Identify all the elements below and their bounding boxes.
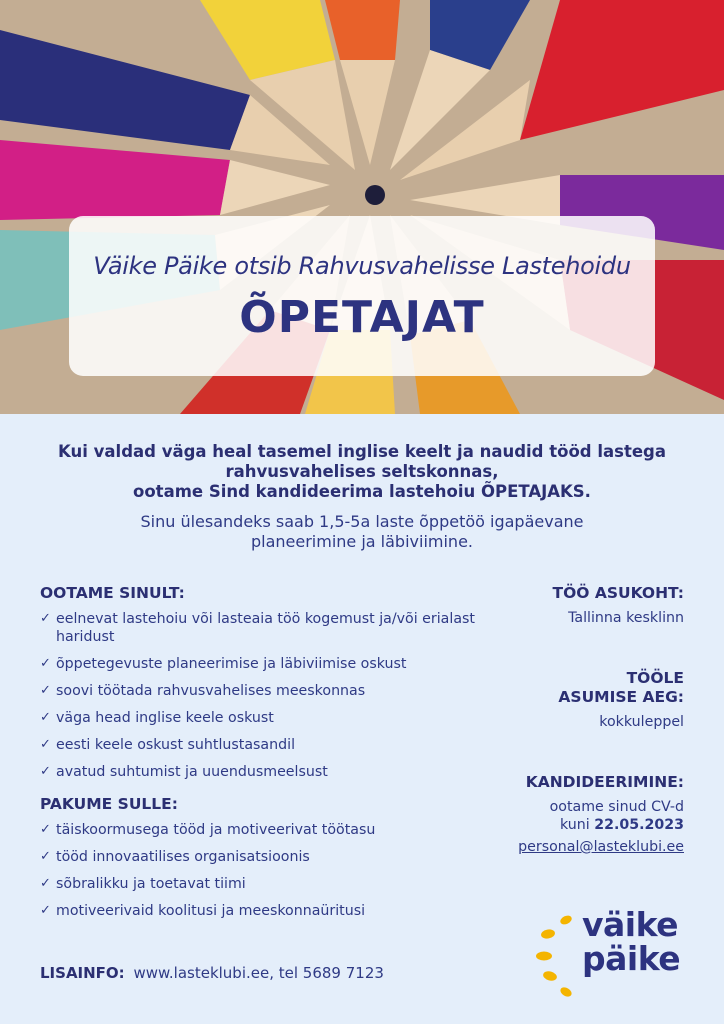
list-item: ✓ väga head inglise keele oskust bbox=[40, 710, 274, 726]
intro-line: rahvusvahelises seltskonnas, bbox=[225, 462, 499, 481]
vaike-paike-logo bbox=[530, 905, 690, 1008]
deadline: kuni 22.05.2023 bbox=[560, 817, 684, 833]
check-icon: ✓ bbox=[40, 656, 51, 671]
intro-line: Kui valdad väga heal tasemel inglise keelt ja naudid tööd lastega bbox=[58, 442, 666, 461]
list-item: ✓ eelnevat lastehoiu või lasteaia töö kogemust ja/või erialast haridust bbox=[40, 611, 475, 645]
task-text bbox=[60, 512, 664, 552]
task-line: Sinu ülesandeks saab 1,5-5a laste õppetöö igapäevane bbox=[140, 512, 584, 531]
content-section bbox=[0, 414, 724, 1024]
check-icon: ✓ bbox=[40, 849, 51, 864]
check-icon: ✓ bbox=[40, 822, 51, 837]
expect-list bbox=[40, 610, 510, 781]
apply-title: KANDIDEERIMINE: bbox=[525, 773, 684, 791]
check-icon: ✓ bbox=[40, 903, 51, 918]
expect-title: OOTAME SINULT: bbox=[40, 584, 185, 602]
check-icon: ✓ bbox=[40, 710, 51, 725]
more-info bbox=[40, 964, 384, 982]
location-value: Tallinna kesklinn bbox=[568, 610, 684, 626]
check-icon: ✓ bbox=[40, 683, 51, 698]
offer-title: PAKUME SULLE: bbox=[40, 795, 178, 813]
logo-line: väike bbox=[582, 905, 679, 944]
more-info-label: LISAINFO: bbox=[40, 964, 125, 982]
check-icon: ✓ bbox=[40, 764, 51, 779]
start-title-line1: TÖÖLE bbox=[626, 669, 684, 687]
task-line: planeerimine ja läbiviimine. bbox=[250, 532, 473, 551]
intro-text bbox=[30, 442, 694, 502]
list-item: ✓ õppetegevuste planeerimise ja läbiviimise oskust bbox=[40, 656, 407, 672]
email-link[interactable]: personal@lasteklubi.ee bbox=[518, 839, 684, 855]
list-item: ✓ tööd innovaatilises organisatsioonis bbox=[40, 849, 310, 865]
list-item: ✓ eesti keele oskust suhtlustasandil bbox=[40, 737, 296, 753]
list-item: ✓ soovi töötada rahvusvahelises meeskonnas bbox=[40, 683, 366, 699]
intro-line: ootame Sind kandideerima lastehoiu ÕPETAJAKS. bbox=[133, 482, 591, 501]
page-subtitle: Väike Päike otsib Rahvusvahelisse Lastehoidu bbox=[93, 252, 631, 280]
check-icon: ✓ bbox=[40, 611, 51, 626]
page-title: ÕPETAJAT bbox=[239, 292, 485, 343]
apply-line: ootame sinud CV-d bbox=[549, 799, 684, 815]
logo-line: päike bbox=[582, 939, 681, 978]
list-item: ✓ sõbralikku ja toetavat tiimi bbox=[40, 876, 246, 892]
list-item: ✓ avatud suhtumist ja uuendusmeelsust bbox=[40, 764, 328, 780]
start-value: kokkuleppel bbox=[599, 714, 684, 730]
list-item: ✓ motiveerivaid koolitusi ja meeskonnaüritusi bbox=[40, 903, 366, 919]
hero-pencils-image bbox=[0, 0, 724, 414]
list-item: ✓ täiskoormusega tööd ja motiveerivat töötasu bbox=[40, 822, 376, 838]
check-icon: ✓ bbox=[40, 876, 51, 891]
requirements-column bbox=[40, 584, 510, 929]
start-title-line2: ASUMISE AEG: bbox=[558, 688, 684, 706]
sun-rays-icon bbox=[530, 908, 582, 1008]
check-icon: ✓ bbox=[40, 737, 51, 752]
location-title: TÖÖ ASUKOHT: bbox=[552, 584, 684, 602]
deadline-date: 22.05.2023 bbox=[594, 817, 684, 833]
offer-list bbox=[40, 821, 510, 920]
logo-text bbox=[582, 905, 681, 978]
more-info-text: www.lasteklubi.ee, tel 5689 7123 bbox=[133, 964, 384, 982]
title-card bbox=[69, 216, 655, 376]
details-column bbox=[484, 584, 684, 856]
